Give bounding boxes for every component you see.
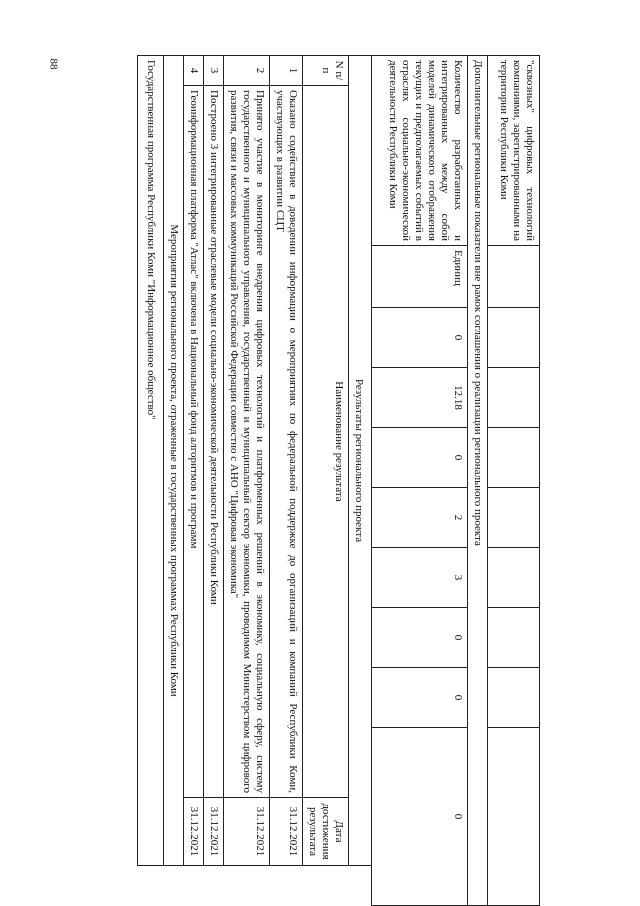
- indicator-row: [372, 56, 468, 906]
- program-title: Государственная программа Республики Коми "Информационное общество": [138, 56, 164, 866]
- indicator-base-date: 12.18: [372, 368, 468, 428]
- activities-title: Мероприятия регионального проекта, отраженные в государственных программах Республики Коми: [164, 56, 184, 866]
- indicator-name: Количество разработанных и интегрированных между собой моделей динамического отображения текущих и предполагаемых событий в отраслях социально-экономической деятельности Республики Коми: [372, 56, 468, 246]
- result-row: [270, 56, 303, 866]
- results-title: Результаты регионального проекта: [349, 56, 372, 866]
- indicator-value: 0: [372, 728, 468, 906]
- result-date: 31.12.2021: [184, 798, 204, 866]
- indicators-table: [371, 55, 540, 906]
- result-num: 4: [184, 56, 204, 86]
- activities-row: [164, 56, 184, 866]
- result-num: 3: [204, 56, 224, 86]
- section-row: [468, 56, 488, 906]
- result-num: 1: [270, 56, 303, 86]
- results-table: [137, 55, 372, 866]
- header-name: Наименование результата: [303, 86, 349, 798]
- header-date: Дата достижения результата: [303, 798, 349, 866]
- indicator-row-previous: [488, 56, 540, 906]
- rotated-page-content: [80, 55, 540, 865]
- indicator-value: 0: [372, 668, 468, 728]
- result-row: [184, 56, 204, 866]
- result-row: [204, 56, 224, 866]
- indicator-unit: Единиц: [372, 246, 468, 308]
- indicator-value: 2: [372, 488, 468, 548]
- result-num: 2: [224, 56, 270, 86]
- header-num: N п/п: [303, 56, 349, 86]
- result-name: Оказано содействие в доведении информации о мероприятиях по федеральной поддержке до организаций и компаний Республики Коми, участвующих в развитии СЦТ: [270, 86, 303, 798]
- section-title: Дополнительные региональные показатели вне рамок соглашения о реализации регионального проекта: [468, 56, 488, 906]
- indicator-base: 0: [372, 308, 468, 368]
- program-row: [138, 56, 164, 866]
- indicator-value: 0: [372, 428, 468, 488]
- result-row: [224, 56, 270, 866]
- indicator-value: 0: [372, 608, 468, 668]
- results-header-row: [303, 56, 349, 866]
- page-number: 88: [47, 58, 60, 70]
- indicator-value: 3: [372, 548, 468, 608]
- result-name: Построено 3 интегрированные отраслевые модели социально-экономической деятельности Республики Коми: [204, 86, 224, 798]
- indicator-label-previous: "сквозных" цифровых технологий компаниями, зарегистрированными на территории Республики Коми: [488, 56, 540, 246]
- result-date: 31.12.2021: [224, 798, 270, 866]
- result-date: 31.12.2021: [270, 798, 303, 866]
- result-name: Геоинформационная платформа "Атлас" включена в Национальный фонд алгоритмов и программ: [184, 86, 204, 798]
- result-date: 31.12.2021: [204, 798, 224, 866]
- results-title-row: [349, 56, 372, 866]
- result-name: Принято участие в мониторинге внедрения цифровых технологий и платформенных решений в экономику, социальную сферу, систему государственного и муниципального управления, государственный и муниципальный сектор экономики, проводимом Министерством цифрового развития, связи и массовых коммуникаций Российской Федерации совместно с АНО "Цифровая экономика": [224, 86, 270, 798]
